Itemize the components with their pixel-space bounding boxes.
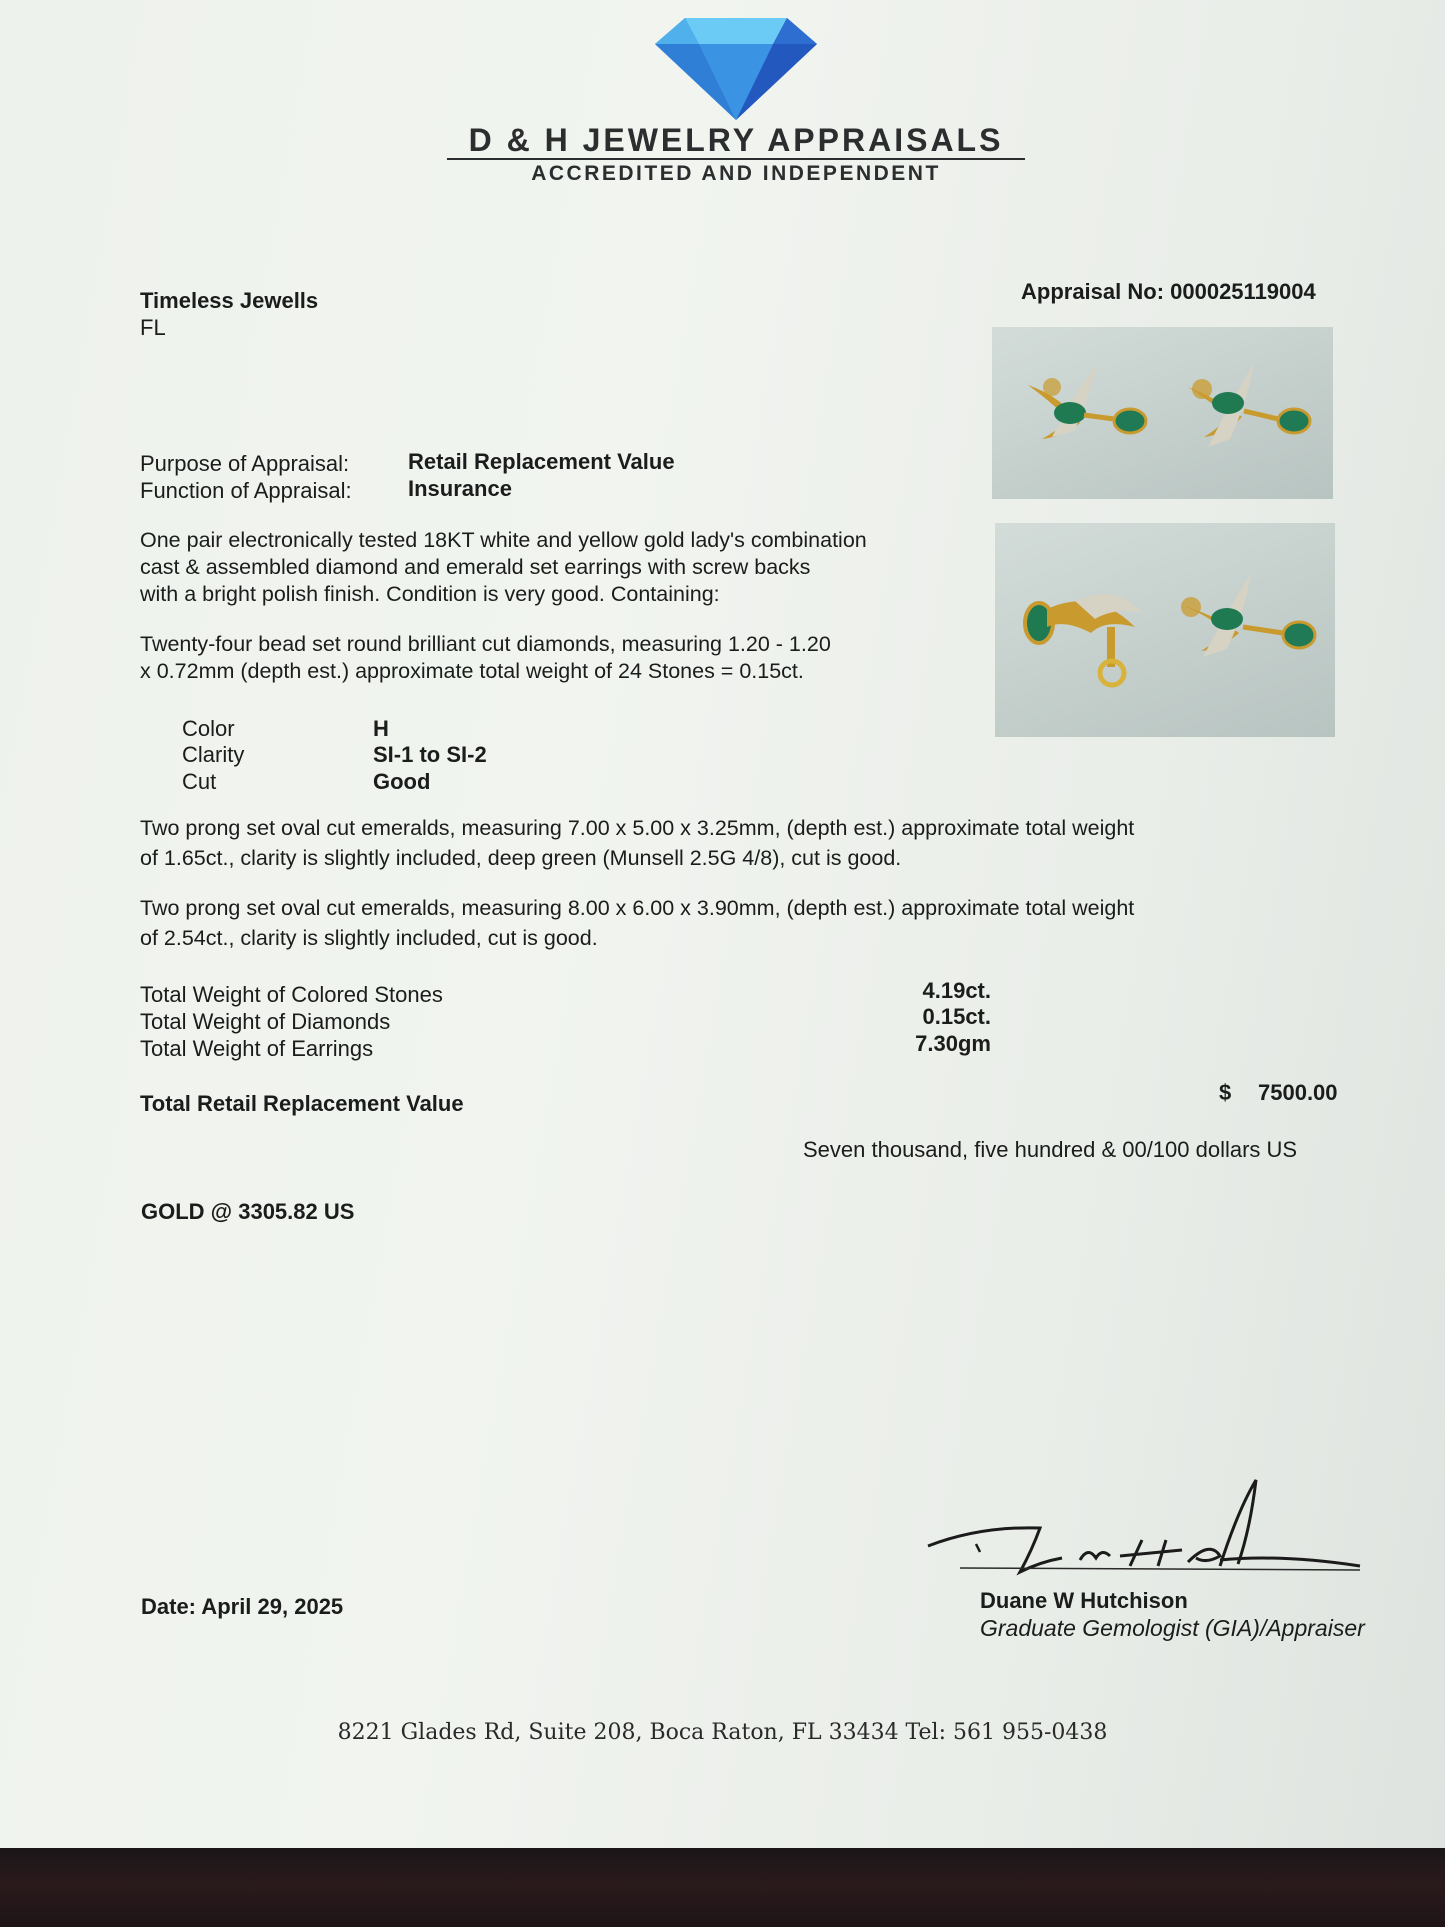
function-label: Function of Appraisal: bbox=[140, 478, 352, 503]
appraisal-number: Appraisal No: 000025119004 bbox=[1021, 279, 1316, 304]
total-earrings-label: Total Weight of Earrings bbox=[140, 1036, 374, 1061]
earrings-front-image bbox=[992, 327, 1333, 499]
appraisal-date: Date: April 29, 2025 bbox=[141, 1594, 344, 1619]
description-line-1: One pair electronically tested 18KT white and yellow gold lady's combination bbox=[140, 528, 867, 552]
header-divider bbox=[447, 158, 1025, 160]
clarity-value: SI-1 to SI-2 bbox=[373, 742, 487, 767]
purpose-label: Purpose of Appraisal: bbox=[140, 451, 350, 476]
earrings-side-image bbox=[995, 523, 1335, 737]
color-value: H bbox=[373, 716, 389, 741]
emeralds-1-line-1: Two prong set oval cut emeralds, measuring 7.00 x 5.00 x 3.25mm, (depth est.) approximate total weight bbox=[140, 816, 1135, 840]
function-value: Insurance bbox=[408, 476, 512, 501]
appraiser-signature bbox=[920, 1470, 1365, 1580]
emeralds-2-line-1: Two prong set oval cut emeralds, measuring 8.00 x 6.00 x 3.90mm, (depth est.) approximate total weight bbox=[140, 896, 1135, 920]
description-line-2: cast & assembled diamond and emerald set earrings with screw backs bbox=[140, 555, 811, 579]
purpose-value: Retail Replacement Value bbox=[408, 449, 675, 474]
total-value-label: Total Retail Replacement Value bbox=[140, 1091, 464, 1116]
footer-address: 8221 Glades Rd, Suite 208, Boca Raton, FL 33434 Tel: 561 955-0438 bbox=[337, 1720, 1108, 1745]
color-label: Color bbox=[182, 716, 235, 741]
clarity-label: Clarity bbox=[182, 742, 245, 767]
total-earrings-value: 7.30gm bbox=[915, 1031, 991, 1056]
appraiser-name: Duane W Hutchison bbox=[980, 1588, 1188, 1613]
total-value-amount: 7500.00 bbox=[1258, 1080, 1338, 1105]
description-line-3: with a bright polish finish. Condition is very good. Containing: bbox=[140, 582, 720, 606]
client-state: FL bbox=[140, 315, 166, 340]
emeralds-2-line-2: of 2.54ct., clarity is slightly included, cut is good. bbox=[140, 926, 598, 950]
total-colored-value: 4.19ct. bbox=[922, 978, 991, 1003]
company-name: D & H JEWELRY APPRAISALS bbox=[468, 122, 1004, 158]
appraiser-title: Graduate Gemologist (GIA)/Appraiser bbox=[980, 1615, 1365, 1641]
company-tagline: ACCREDITED AND INDEPENDENT bbox=[531, 162, 941, 185]
diamonds-line-1: Twenty-four bead set round brilliant cut diamonds, measuring 1.20 - 1.20 bbox=[140, 632, 831, 656]
value-in-words: Seven thousand, five hundred & 00/100 dollars US bbox=[803, 1137, 1298, 1162]
gold-price: GOLD @ 3305.82 US bbox=[141, 1199, 355, 1224]
total-colored-label: Total Weight of Colored Stones bbox=[140, 982, 443, 1007]
client-name: Timeless Jewells bbox=[140, 288, 319, 313]
currency-symbol: $ bbox=[1219, 1080, 1232, 1105]
earrings-photo-side bbox=[995, 523, 1335, 737]
diamond-logo-icon bbox=[655, 18, 817, 120]
cut-label: Cut bbox=[182, 769, 217, 794]
earrings-photo-front bbox=[992, 327, 1333, 499]
total-diamonds-value: 0.15ct. bbox=[922, 1004, 991, 1029]
diamonds-line-2: x 0.72mm (depth est.) approximate total weight of 24 Stones = 0.15ct. bbox=[140, 659, 804, 683]
total-diamonds-label: Total Weight of Diamonds bbox=[140, 1009, 391, 1034]
cut-value: Good bbox=[373, 769, 431, 794]
table-edge-shadow bbox=[0, 1848, 1445, 1927]
emeralds-1-line-2: of 1.65ct., clarity is slightly included, deep green (Munsell 2.5G 4/8), cut is good. bbox=[140, 846, 902, 870]
